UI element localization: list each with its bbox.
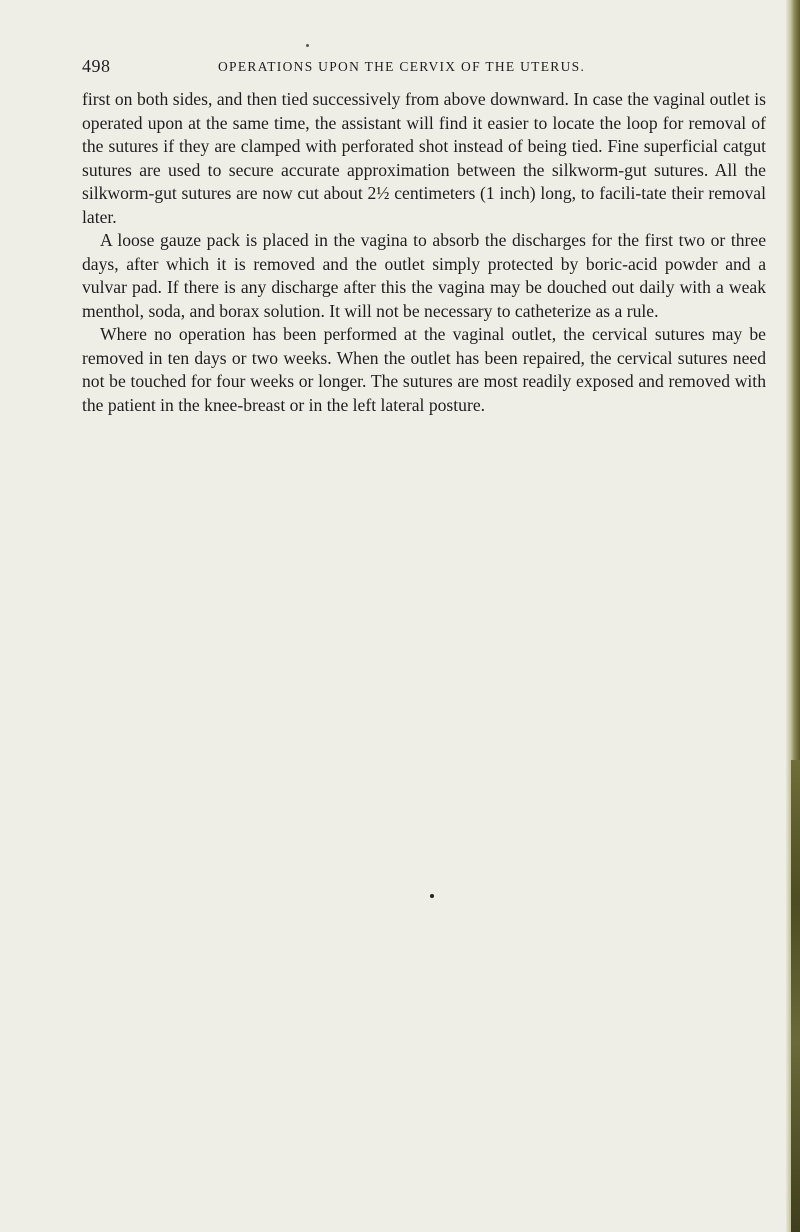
paragraph: first on both sides, and then tied successively from above downward. In case the vaginal outlet is operated upon at the same time, the assistant will find it easier to locate the loop for removal of the sutures if they are clamped with perforated shot instead of being tied. Fine superficial catgut sutures are used to secure accurate approximation between the silkworm-gut sutures. All the silkworm-gut sutures are now cut about 2½ centimeters (1 inch) long, to facili-tate their removal later. xyxy=(82,89,766,227)
paragraph: Where no operation has been performed at the vaginal outlet, the cervical sutures may be removed in ten days or two weeks. When the outlet has been repaired, the cervical sutures need not be touched for four weeks or longer. The sutures are most readily exposed and removed with the patient in the knee-breast or in the left lateral posture. xyxy=(82,324,766,415)
print-speck xyxy=(306,44,309,47)
page-header xyxy=(78,56,764,80)
running-head: OPERATIONS UPON THE CERVIX OF THE UTERUS. xyxy=(218,59,586,74)
body-text xyxy=(82,88,766,417)
page-edge-shadow-dark xyxy=(791,760,800,1232)
page-number: 498 xyxy=(82,56,111,76)
paragraph: A loose gauze pack is placed in the vagina to absorb the discharges for the first two or three days, after which it is removed and the outlet simply protected by boric-acid powder and a vulvar pad. If there is any discharge after this the vagina may be douched out daily with a weak menthol, soda, and borax solution. It will not be necessary to catheterize as a rule. xyxy=(82,230,766,321)
print-speck xyxy=(430,894,434,898)
